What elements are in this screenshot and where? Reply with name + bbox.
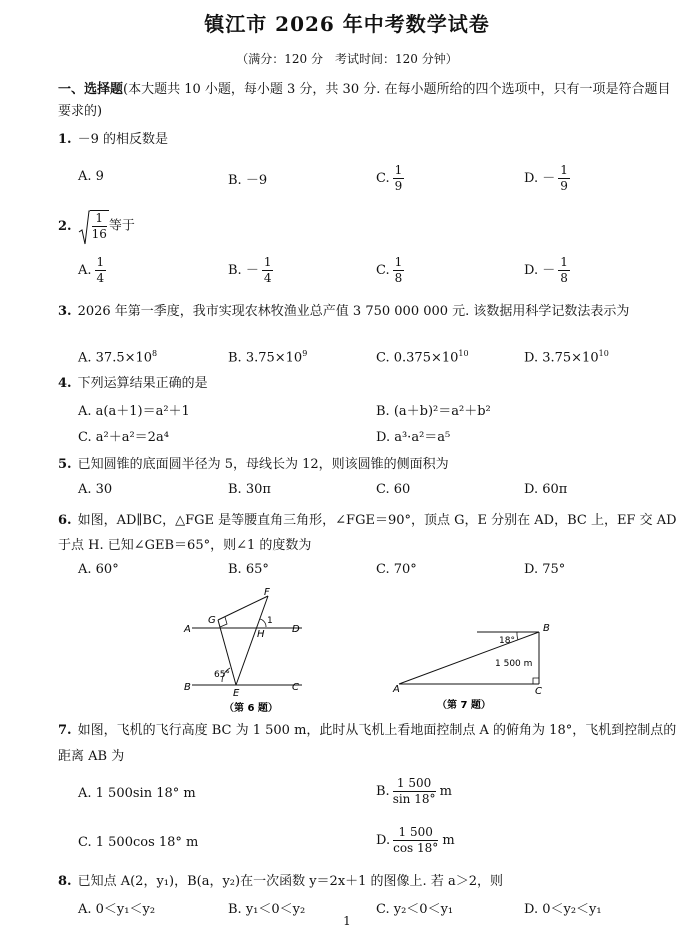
label-angle-65: 65°	[214, 670, 230, 680]
section-heading	[58, 79, 678, 123]
label-e: E	[233, 688, 240, 699]
numerator: 1	[394, 255, 403, 269]
question-text: 已知圆锥的底面圆半径为 5，母线长为 12，则该圆锥的侧面积为	[77, 457, 449, 472]
denominator: 9	[394, 179, 403, 193]
question-number: 8.	[58, 874, 72, 889]
label-b: B	[543, 623, 550, 634]
option-c[interactable]: C. 70°	[376, 562, 417, 577]
option-b[interactable]: B. －9	[228, 173, 268, 188]
numerator: 1	[96, 255, 105, 269]
question-number: 6.	[58, 513, 72, 528]
option-a[interactable]: A. a(a＋1)＝a²＋1	[78, 404, 190, 419]
denominator: 16	[91, 227, 107, 241]
label-f: F	[264, 587, 270, 598]
question-3	[58, 300, 678, 324]
denominator: sin 18°	[392, 792, 436, 806]
fraction	[393, 163, 405, 194]
option-text: B. 3.75×10	[228, 350, 303, 366]
option-b[interactable]	[228, 349, 307, 365]
option-label: D.	[376, 833, 391, 848]
right-angle-mark	[533, 678, 539, 684]
option-label: C.	[376, 263, 390, 278]
denominator: 8	[394, 271, 403, 285]
label-h: H	[257, 629, 265, 640]
option-label: B.	[376, 784, 390, 799]
option-b[interactable]: B. 65°	[228, 562, 269, 577]
question-5-options	[78, 482, 678, 508]
section-description: (本大题共 10 小题，每小题 3 分，共 30 分. 在每小题所给的四个选项中，只有一项是符合题目要求的)	[58, 82, 671, 119]
question-number: 2.	[58, 218, 72, 234]
label-angle-1: 1	[267, 616, 273, 626]
question-3-options	[78, 349, 678, 375]
exponent: 10	[598, 349, 609, 358]
question-4	[58, 374, 678, 394]
numerator: 1	[263, 255, 272, 269]
numerator: 1 500	[393, 776, 436, 792]
question-number: 3.	[58, 304, 72, 319]
option-c[interactable]: C. 1 500cos 18° m	[78, 835, 199, 850]
option-c[interactable]	[376, 255, 404, 286]
fraction	[262, 255, 274, 286]
option-text: C. 0.375×10	[376, 350, 459, 366]
question-number: 4.	[58, 376, 72, 391]
question-1-options	[78, 163, 678, 193]
option-d[interactable]: D. 75°	[524, 562, 566, 577]
option-label: D. －	[524, 263, 556, 278]
option-b[interactable]	[228, 255, 273, 286]
question-2	[58, 210, 678, 242]
angle-18-arc	[517, 632, 518, 640]
question-2-options	[78, 255, 678, 285]
question-1	[58, 130, 678, 150]
exam-meta: （满分：120 分 考试时间：120 分钟）	[236, 52, 458, 66]
label-b: B	[184, 682, 191, 693]
option-a[interactable]: A. 60°	[78, 562, 119, 577]
square-root	[78, 210, 109, 242]
option-d[interactable]	[376, 825, 455, 856]
figure-7	[385, 618, 555, 714]
fraction	[558, 255, 570, 286]
option-label: C.	[376, 171, 390, 186]
angle-1-arc	[260, 619, 266, 627]
question-5	[58, 455, 678, 475]
denominator: 4	[263, 271, 272, 285]
option-label: B. －	[228, 263, 259, 278]
option-d[interactable]	[524, 255, 570, 286]
unit: m	[442, 833, 455, 848]
question-8	[58, 872, 678, 892]
option-d[interactable]	[524, 163, 570, 194]
numerator: 1	[560, 255, 568, 269]
question-text: 如图，飞机的飞行高度 BC 为 1 500 m，此时从飞机上看地面控制点 A 的俯角为 18°，飞机到控制点的距离 AB 为	[58, 723, 677, 764]
unit: m	[439, 784, 452, 799]
exponent: 9	[302, 349, 308, 358]
section-title: 一、选择题	[58, 82, 124, 97]
label-c: C	[292, 682, 299, 693]
label-d: D	[292, 624, 300, 635]
question-number: 1.	[58, 132, 72, 147]
figure-6-caption: （第 6 题）	[224, 703, 278, 714]
label-c: C	[535, 686, 542, 697]
question-7-options-row2	[78, 825, 678, 861]
option-d[interactable]: D. a³·a²＝a⁵	[376, 430, 451, 445]
label-angle-18: 18°	[499, 636, 515, 646]
option-c[interactable]: C. y₂＜0＜y₁	[376, 902, 454, 917]
option-a[interactable]	[78, 349, 157, 365]
denominator: 4	[96, 271, 105, 285]
question-text: －9 的相反数是	[77, 132, 168, 147]
label-a: A	[393, 684, 400, 695]
option-text: D. 3.75×10	[524, 350, 599, 366]
question-text: 下列运算结果正确的是	[77, 376, 208, 391]
option-a[interactable]: A. 1 500sin 18° m	[78, 786, 196, 801]
question-4-options	[78, 400, 678, 426]
denominator: 9	[560, 179, 568, 193]
question-7-options	[78, 776, 678, 812]
question-6	[58, 508, 678, 558]
fraction	[92, 211, 107, 242]
figure-7-caption: （第 7 题）	[437, 700, 491, 711]
question-4-options-row2	[78, 426, 678, 452]
option-d[interactable]	[524, 349, 609, 365]
numerator: 1	[560, 163, 568, 177]
option-c[interactable]	[376, 163, 404, 194]
question-text: 已知点 A(2，y₁)，B(a，y₂)在一次函数 y＝2x＋1 的图像上. 若 a＞2，则	[77, 874, 503, 889]
fraction	[393, 776, 436, 807]
option-c[interactable]	[376, 349, 469, 365]
denominator: cos 18°	[393, 841, 439, 855]
option-a[interactable]: A. 9	[78, 169, 104, 184]
option-a[interactable]	[78, 255, 106, 286]
fraction	[95, 255, 107, 286]
option-b[interactable]: B. y₁＜0＜y₂	[228, 902, 306, 917]
radical-sign-icon	[78, 210, 90, 246]
page-number: 1	[343, 914, 351, 928]
option-b[interactable]: B. 30π	[228, 482, 271, 497]
figure-6	[180, 586, 310, 716]
label-height: 1 500 m	[495, 659, 533, 669]
fraction	[393, 255, 405, 286]
option-label: D. －	[524, 171, 556, 186]
option-text: A. 37.5×10	[78, 350, 153, 366]
numerator: 1 500	[393, 825, 438, 841]
numerator: 1	[92, 211, 107, 227]
option-d[interactable]: D. 60π	[524, 482, 568, 497]
question-text: 2026 年第一季度，我市实现农林牧渔业总产值 3 750 000 000 元. 该数据用科学记数法表示为	[77, 304, 630, 319]
fraction	[393, 825, 438, 856]
question-number: 7.	[58, 723, 72, 738]
question-text: 如图，AD∥BC，△FGE 是等腰直角三角形，∠FGE＝90°，顶点 G，E 分别在 AD，BC 上，EF 交 AD 于点 H. 已知∠GEB＝65°，则∠1 的度数为	[58, 513, 677, 553]
option-b[interactable]: B. (a＋b)²＝a²＋b²	[376, 404, 491, 419]
option-label: A.	[78, 263, 92, 278]
question-number: 5.	[58, 457, 72, 472]
numerator: 1	[394, 163, 403, 177]
fraction	[558, 163, 570, 194]
denominator: 8	[560, 271, 568, 285]
label-a: A	[184, 624, 191, 635]
option-c[interactable]: C. 60	[376, 482, 411, 497]
option-c[interactable]: C. a²＋a²＝2a⁴	[78, 430, 169, 445]
page-title: 镇江市 2026 年中考数学试卷	[204, 12, 490, 36]
exponent: 10	[458, 349, 469, 358]
exponent: 8	[152, 349, 158, 358]
question-6-options	[78, 562, 678, 588]
option-b[interactable]	[376, 776, 452, 807]
question-7	[58, 718, 678, 770]
label-g: G	[208, 615, 216, 626]
question-text: 等于	[108, 218, 135, 234]
option-d[interactable]: D. 0＜y₂＜y₁	[524, 902, 602, 917]
option-a[interactable]: A. 0＜y₁＜y₂	[78, 902, 156, 917]
option-a[interactable]: A. 30	[78, 482, 113, 497]
